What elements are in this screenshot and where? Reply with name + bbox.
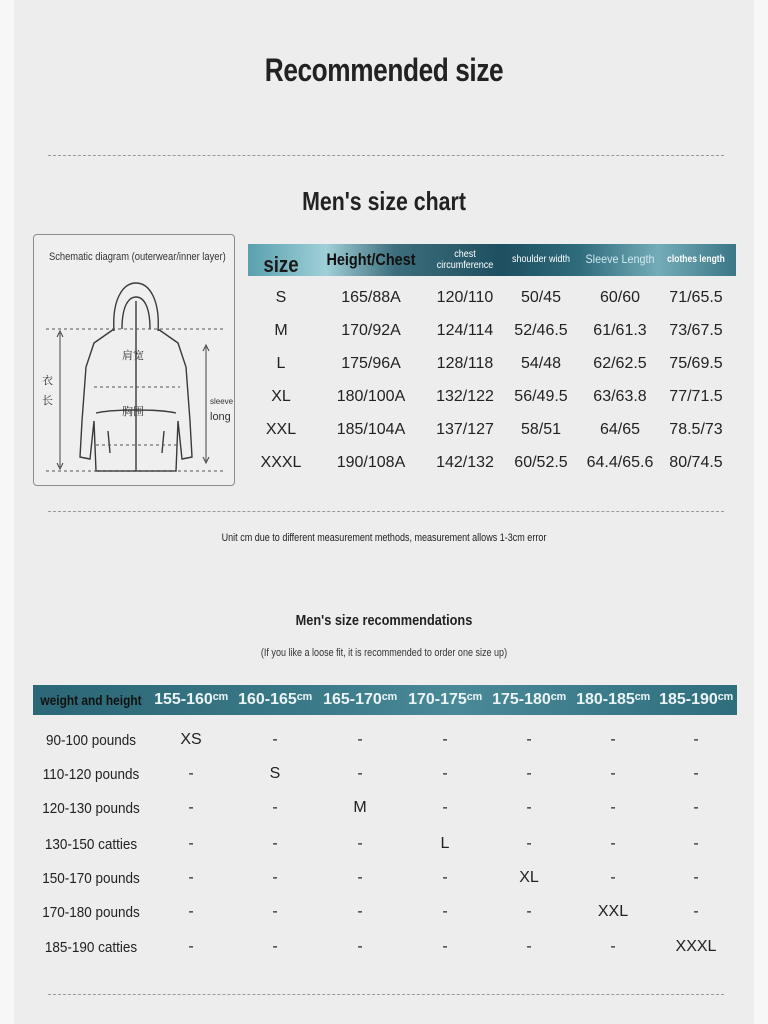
size-cell: - (272, 731, 278, 748)
divider (48, 511, 724, 512)
size-cell: - (693, 799, 699, 816)
size-cell: M (353, 799, 367, 816)
header-range: 160-165ᶜᵐ (238, 691, 312, 708)
size-cell: - (526, 765, 532, 782)
height-chest-cell: 165/88A (341, 288, 401, 306)
size-cell: XL (271, 387, 291, 405)
size-cell: XL (519, 869, 539, 886)
size-cell: - (188, 765, 194, 782)
clothes-length-cell: 78.5/73 (669, 420, 723, 438)
size-cell: - (610, 869, 616, 886)
size-cell: - (610, 938, 616, 955)
sleeve-cell: 64/65 (599, 420, 641, 438)
header-range: 165-170ᶜᵐ (323, 691, 397, 708)
size-chart-title: Men's size chart (302, 186, 466, 216)
divider (48, 155, 724, 156)
weight-label: 150-170 pounds (42, 869, 140, 887)
table-row (248, 413, 736, 446)
header-height-chest: Height/Chest (326, 250, 416, 270)
table-row (248, 314, 736, 347)
header-shoulder: shoulder width (511, 254, 571, 266)
height-chest-cell: 190/108A (336, 453, 406, 471)
size-cell: - (188, 869, 194, 886)
length-label: 衣长 (42, 375, 53, 407)
size-cell: - (610, 765, 616, 782)
clothes-length-cell: 73/67.5 (669, 321, 723, 339)
header-range: 170-175ᶜᵐ (408, 691, 482, 708)
size-cell: - (526, 799, 532, 816)
clothes-length-cell: 75/69.5 (669, 354, 723, 372)
height-chest-cell: 180/100A (336, 387, 406, 405)
table-row (33, 723, 737, 757)
size-cell: XXXL (675, 938, 717, 955)
shoulder-cell: 52/46.5 (514, 321, 568, 339)
schematic-diagram (33, 234, 235, 486)
size-cell: - (442, 731, 448, 748)
chest-cell: 137/127 (436, 420, 494, 438)
chest-cell: 128/118 (436, 354, 494, 372)
clothes-length-cell: 80/74.5 (669, 453, 723, 471)
header-chest: chest circumference (436, 248, 494, 271)
clothes-length-cell: 77/71.5 (669, 387, 723, 405)
size-cell: - (188, 938, 194, 955)
table-row (33, 895, 737, 929)
size-cell: XXL (265, 420, 297, 438)
header-range: 185-190ᶜᵐ (659, 691, 733, 708)
header-clothes-length: clothes length (667, 254, 725, 266)
chest-cell: 124/114 (436, 321, 494, 339)
size-cell: - (272, 835, 278, 852)
height-chest-cell: 175/96A (341, 354, 401, 372)
height-chest-cell: 185/104A (336, 420, 406, 438)
chest-cell: 132/122 (436, 387, 494, 405)
size-cell: XXL (597, 903, 629, 920)
shoulder-cell: 60/52.5 (514, 453, 568, 471)
weight-label: 120-130 pounds (42, 799, 140, 817)
size-cell: M (274, 321, 288, 339)
header-size: size (263, 252, 299, 278)
size-cell: - (357, 731, 363, 748)
jacket-outline-icon (34, 271, 234, 481)
recommendations-subtitle: (If you like a loose fit, it is recommended to order one size up) (260, 647, 508, 659)
size-cell: L (276, 354, 286, 372)
header-weight-height: weight and height (40, 692, 142, 708)
sleeve-cell: 62/62.5 (593, 354, 647, 372)
weight-label: 90-100 pounds (45, 731, 137, 749)
weight-label: 130-150 catties (44, 835, 138, 853)
table-row (33, 757, 737, 791)
size-cell: - (442, 903, 448, 920)
weight-label: 110-120 pounds (42, 765, 140, 783)
size-cell: XXXL (260, 453, 302, 471)
chest-label: 胸围 (122, 406, 144, 418)
divider (48, 994, 724, 995)
size-cell: - (526, 903, 532, 920)
size-cell: XS (180, 731, 202, 748)
size-cell: - (693, 765, 699, 782)
shoulder-cell: 58/51 (520, 420, 562, 438)
size-cell: - (272, 903, 278, 920)
size-cell: - (357, 903, 363, 920)
table-row (248, 281, 736, 314)
table-row (248, 347, 736, 380)
unit-note: Unit cm due to different measurement methods, measurement allows 1-3cm error (221, 532, 547, 544)
size-cell: - (188, 835, 194, 852)
chest-cell: 120/110 (436, 288, 494, 306)
size-cell: S (269, 765, 281, 782)
size-cell: - (610, 799, 616, 816)
size-cell: L (440, 835, 450, 852)
chest-cell: 142/132 (436, 453, 494, 471)
page-title: Recommended size (264, 52, 504, 88)
table-row (248, 380, 736, 413)
size-cell: - (188, 799, 194, 816)
shoulder-label: 肩宽 (122, 350, 144, 362)
size-cell: - (693, 903, 699, 920)
table-row (248, 446, 736, 479)
sleeve-cell: 61/61.3 (593, 321, 647, 339)
sleeve-cell: 60/60 (599, 288, 641, 306)
weight-label: 185-190 catties (44, 938, 138, 956)
size-cell: - (272, 938, 278, 955)
table-row (33, 861, 737, 895)
diagram-caption: Schematic diagram (outerwear/inner layer) (49, 251, 226, 263)
table-row (33, 930, 737, 964)
size-cell: - (357, 765, 363, 782)
size-cell: - (272, 869, 278, 886)
size-cell: - (526, 835, 532, 852)
size-cell: - (442, 869, 448, 886)
size-cell: - (442, 938, 448, 955)
shoulder-cell: 54/48 (520, 354, 562, 372)
sleeve-label-large: long (210, 411, 231, 423)
size-cell: - (272, 799, 278, 816)
clothes-length-cell: 71/65.5 (669, 288, 723, 306)
size-cell: - (610, 835, 616, 852)
recommendations-title: Men's size recommendations (295, 612, 473, 629)
header-sleeve: Sleeve Length (585, 252, 655, 267)
size-cell: - (693, 731, 699, 748)
table-row (33, 791, 737, 825)
size-cell: - (526, 938, 532, 955)
sleeve-cell: 64.4/65.6 (586, 453, 654, 471)
weight-label: 170-180 pounds (42, 903, 140, 921)
size-cell: S (275, 288, 287, 306)
header-range: 180-185ᶜᵐ (576, 691, 650, 708)
size-cell: - (610, 731, 616, 748)
shoulder-cell: 56/49.5 (514, 387, 568, 405)
shoulder-cell: 50/45 (520, 288, 562, 306)
table-row (33, 827, 737, 861)
header-range: 155-160ᶜᵐ (154, 691, 228, 708)
sleeve-label-small: sleeve (210, 397, 234, 406)
size-cell: - (693, 835, 699, 852)
height-chest-cell: 170/92A (341, 321, 401, 339)
size-cell: - (357, 835, 363, 852)
size-cell: - (357, 938, 363, 955)
sleeve-cell: 63/63.8 (593, 387, 647, 405)
recommendations-header (33, 685, 737, 715)
size-cell: - (693, 869, 699, 886)
size-cell: - (442, 799, 448, 816)
size-cell: - (526, 731, 532, 748)
size-cell: - (188, 903, 194, 920)
size-chart-header (248, 244, 736, 276)
size-cell: - (357, 869, 363, 886)
header-range: 175-180ᶜᵐ (492, 691, 566, 708)
size-cell: - (442, 765, 448, 782)
